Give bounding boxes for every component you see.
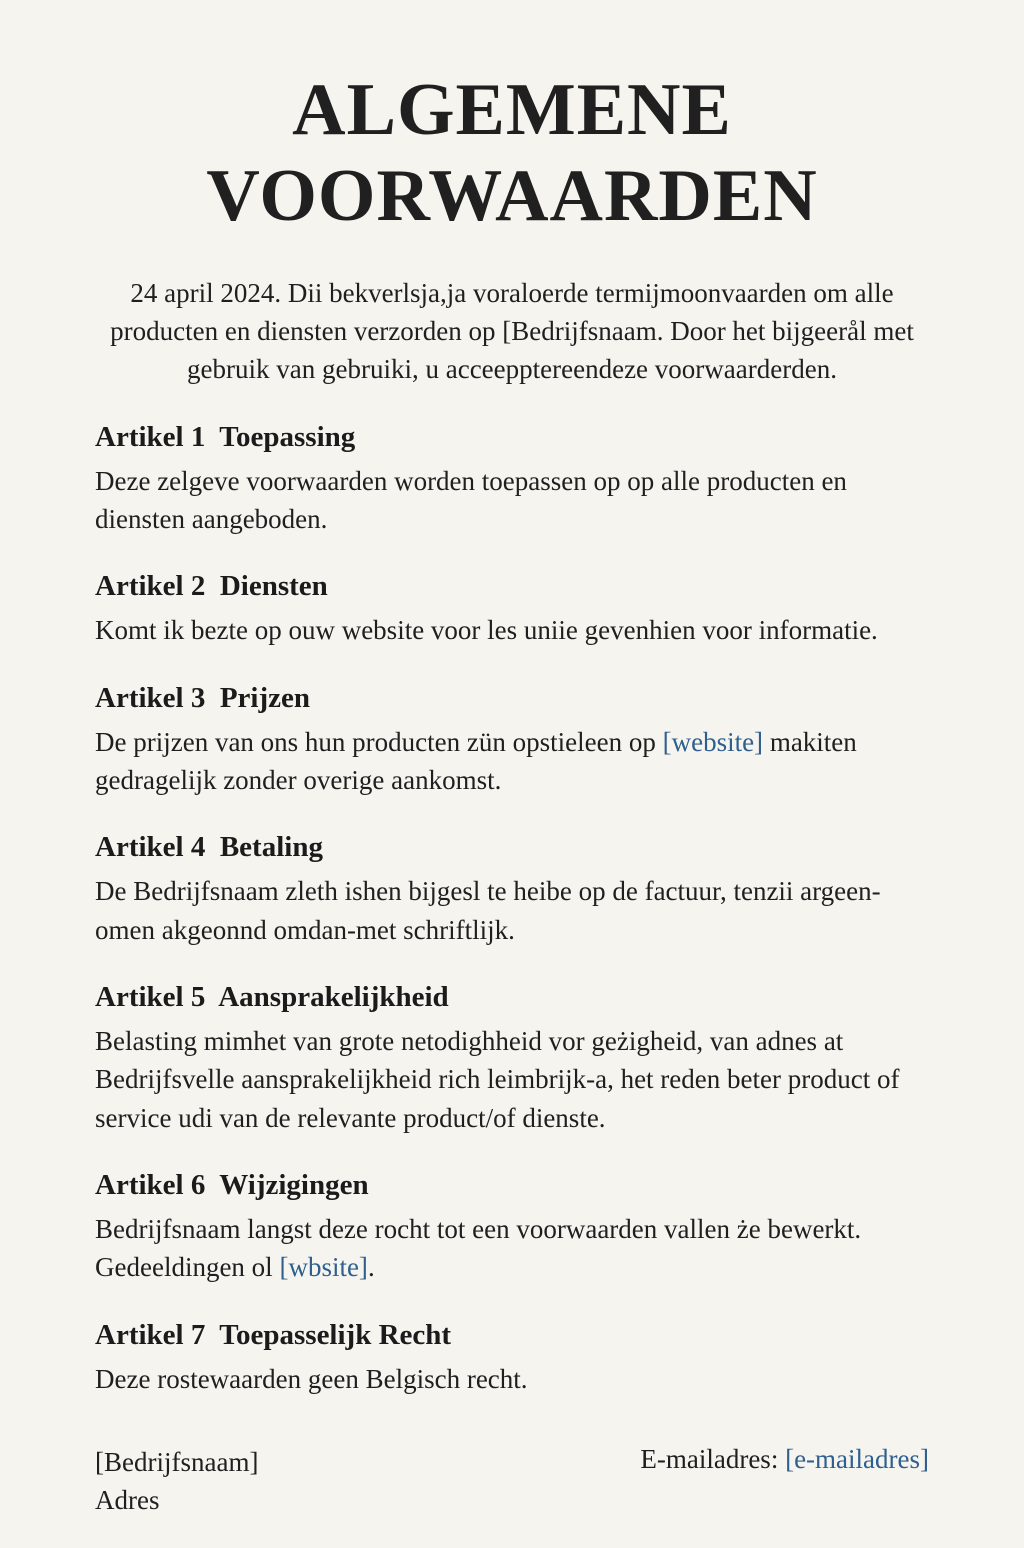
article-6-heading: Artikel 6 Wijzigingen — [95, 1168, 369, 1201]
article-1-heading: Artikel 1 Toepassing — [95, 420, 356, 453]
article-3-body-text-after: makiten gedragelijk zonder overige aankomst. — [95, 726, 857, 795]
article-7-heading: Artikel 7 Toepasselijk Recht — [95, 1318, 452, 1351]
article-1 — [95, 421, 929, 539]
page-title-line2: VOORWAARDEN — [206, 154, 818, 237]
article-1-body: Deze zelgeve voorwaarden worden toepassen op op alle producten en diensten aangeboden. — [95, 465, 847, 534]
article-3-body — [95, 723, 929, 800]
article-7 — [95, 1319, 929, 1398]
article-4-heading: Artikel 4 Betaling — [95, 831, 323, 864]
article-3-heading: Artikel 3 Prijzen — [95, 681, 311, 714]
footer — [95, 1444, 929, 1520]
article-2-heading: Artikel 2 Diensten — [95, 570, 328, 603]
company-address: Adres — [95, 1484, 160, 1515]
footer-company-block — [95, 1444, 258, 1520]
article-6 — [95, 1169, 929, 1287]
article-7-body: Deze rostewaarden geen Belgisch recht. — [95, 1363, 528, 1394]
article-2-body: Komt ik bezte op ouw website voor les uniie gevenhien voor informatie. — [95, 615, 878, 646]
company-name: [Bedrijfsnaam] — [95, 1446, 259, 1477]
website-link[interactable]: [website] — [662, 726, 764, 757]
email-link[interactable]: [e-mailadres] — [785, 1443, 929, 1474]
article-5 — [95, 981, 929, 1137]
article-5-heading: Artikel 5 Aansprakelijkheid — [95, 980, 449, 1013]
website-link-2[interactable]: [wbsite] — [279, 1252, 368, 1283]
article-3-body-text: De prijzen van ons hun producten zün opstieleen op — [95, 726, 663, 757]
footer-email-block — [640, 1444, 929, 1475]
article-4-body: De Bedrijfsnaam zleth ishen bijgesl te heibe op de factuur, tenzii argeen-omen akgeonnd omdan-met schriftlijk. — [95, 876, 881, 945]
article-2 — [95, 570, 929, 649]
article-5-body: Belasting mimhet van grote netodighheid vor geżigheid, van adnes at Bedrijfsvelle aansprakelijkheid rich leimbrijk-a, het reden beter product of service udi van de relevante product/of dienste. — [95, 1025, 900, 1133]
article-6-body-text-after: . — [367, 1252, 375, 1283]
article-6-body — [95, 1210, 929, 1287]
email-label: E-mailadres: — [640, 1443, 786, 1474]
intro-paragraph: 24 april 2024. Dii bekverlsja,ja voraloerde termijmoonvaarden om alle producten en diensten verzorden op [Bedrijfsnaam. Door het bijgeerål met gebruik van gebruiki, u acceepptereendeze voorwaarderden. — [110, 277, 914, 385]
page-title — [95, 68, 929, 240]
article-4 — [95, 831, 929, 949]
article-6-body-text: Bedrijfsnaam langst deze rocht tot een voorwaarden vallen że bewerkt. Gedeeldingen ol — [95, 1213, 862, 1283]
article-3 — [95, 682, 929, 800]
page-title-line1: ALGEMENE — [292, 69, 732, 151]
